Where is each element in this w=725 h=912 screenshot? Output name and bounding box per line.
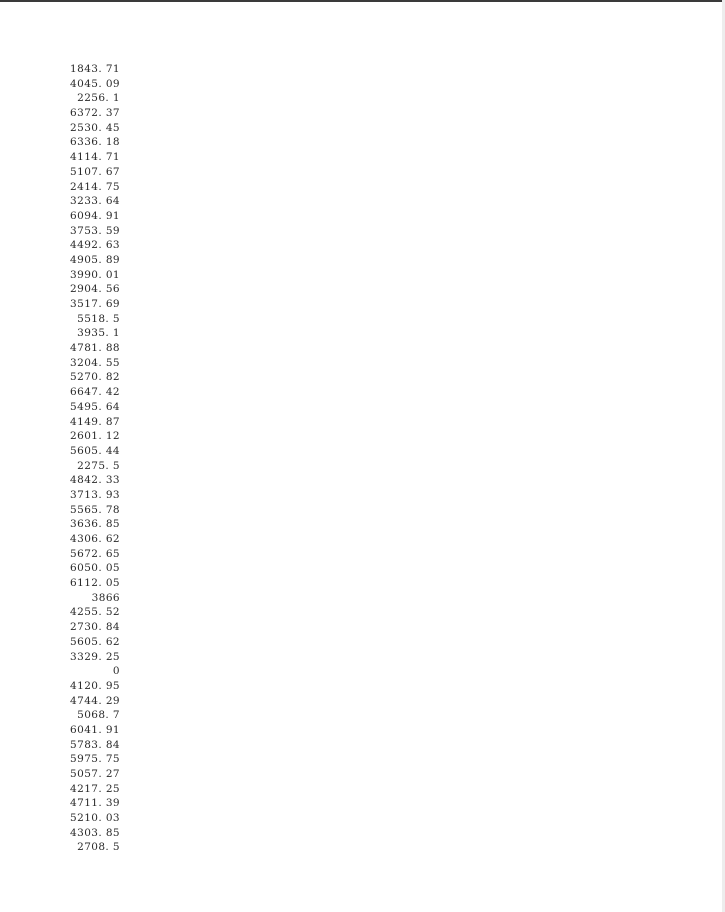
value-row: 4303. 85 bbox=[70, 826, 120, 839]
value-row: 5605. 44 bbox=[70, 444, 120, 457]
value-row: 3636. 85 bbox=[70, 518, 120, 531]
value-row: 3753. 59 bbox=[70, 224, 120, 237]
value-row: 6041. 91 bbox=[70, 723, 120, 736]
value-row: 5210. 03 bbox=[70, 812, 120, 825]
value-row: 5107. 67 bbox=[70, 165, 120, 178]
value-row: 4711. 39 bbox=[70, 797, 120, 810]
value-row: 5068. 7 bbox=[77, 709, 120, 722]
value-row: 2414. 75 bbox=[70, 180, 120, 193]
value-row: 4217. 25 bbox=[70, 782, 120, 795]
value-row: 4905. 89 bbox=[70, 253, 120, 266]
value-row: 6050. 05 bbox=[70, 562, 120, 575]
value-row: 4045. 09 bbox=[70, 77, 120, 90]
value-row: 4114. 71 bbox=[70, 151, 120, 164]
value-row: 6372. 37 bbox=[70, 107, 120, 120]
value-row: 3990. 01 bbox=[70, 268, 120, 281]
value-row: 4744. 29 bbox=[70, 694, 120, 707]
value-row: 0 bbox=[112, 665, 120, 678]
values-column bbox=[62, 62, 120, 855]
value-row: 4306. 62 bbox=[70, 533, 120, 545]
value-row: 2730. 84 bbox=[70, 621, 120, 634]
value-row: 6647. 42 bbox=[70, 386, 120, 399]
value-row: 5495. 64 bbox=[70, 400, 120, 413]
value-row: 2601. 12 bbox=[70, 430, 120, 443]
value-row: 4255. 52 bbox=[70, 606, 120, 619]
value-row: 4492. 63 bbox=[70, 239, 120, 252]
value-row: 5975. 75 bbox=[70, 753, 120, 766]
value-row: 2708. 5 bbox=[77, 841, 120, 854]
value-row: 6094. 91 bbox=[70, 209, 120, 222]
value-row: 5057. 27 bbox=[70, 768, 120, 780]
value-row: 3713. 93 bbox=[70, 488, 120, 501]
value-row: 5783. 84 bbox=[70, 738, 120, 751]
value-row: 4781. 88 bbox=[70, 342, 120, 355]
value-row: 6336. 18 bbox=[70, 136, 120, 149]
value-row: 2256. 1 bbox=[77, 92, 120, 105]
value-row: 4120. 95 bbox=[70, 679, 120, 692]
value-row: 3935. 1 bbox=[77, 327, 120, 340]
value-row: 4149. 87 bbox=[70, 415, 120, 428]
value-row: 3866 bbox=[91, 591, 120, 604]
value-row: 5565. 78 bbox=[70, 503, 120, 516]
value-row: 1843. 71 bbox=[70, 63, 120, 75]
value-row: 2275. 5 bbox=[77, 459, 120, 472]
value-row: 5270. 82 bbox=[70, 371, 120, 384]
value-row: 3233. 64 bbox=[70, 195, 120, 208]
document-page bbox=[0, 2, 722, 912]
value-row: 6112. 05 bbox=[70, 577, 120, 590]
value-row: 3204. 55 bbox=[70, 356, 120, 369]
value-row: 2904. 56 bbox=[70, 283, 120, 296]
value-row: 4842. 33 bbox=[70, 474, 120, 487]
value-row: 5605. 62 bbox=[70, 635, 120, 648]
value-row: 3517. 69 bbox=[70, 298, 120, 310]
value-row: 5518. 5 bbox=[77, 312, 120, 325]
value-row: 5672. 65 bbox=[70, 547, 120, 560]
value-row: 2530. 45 bbox=[70, 121, 120, 134]
value-row: 3329. 25 bbox=[70, 650, 120, 663]
